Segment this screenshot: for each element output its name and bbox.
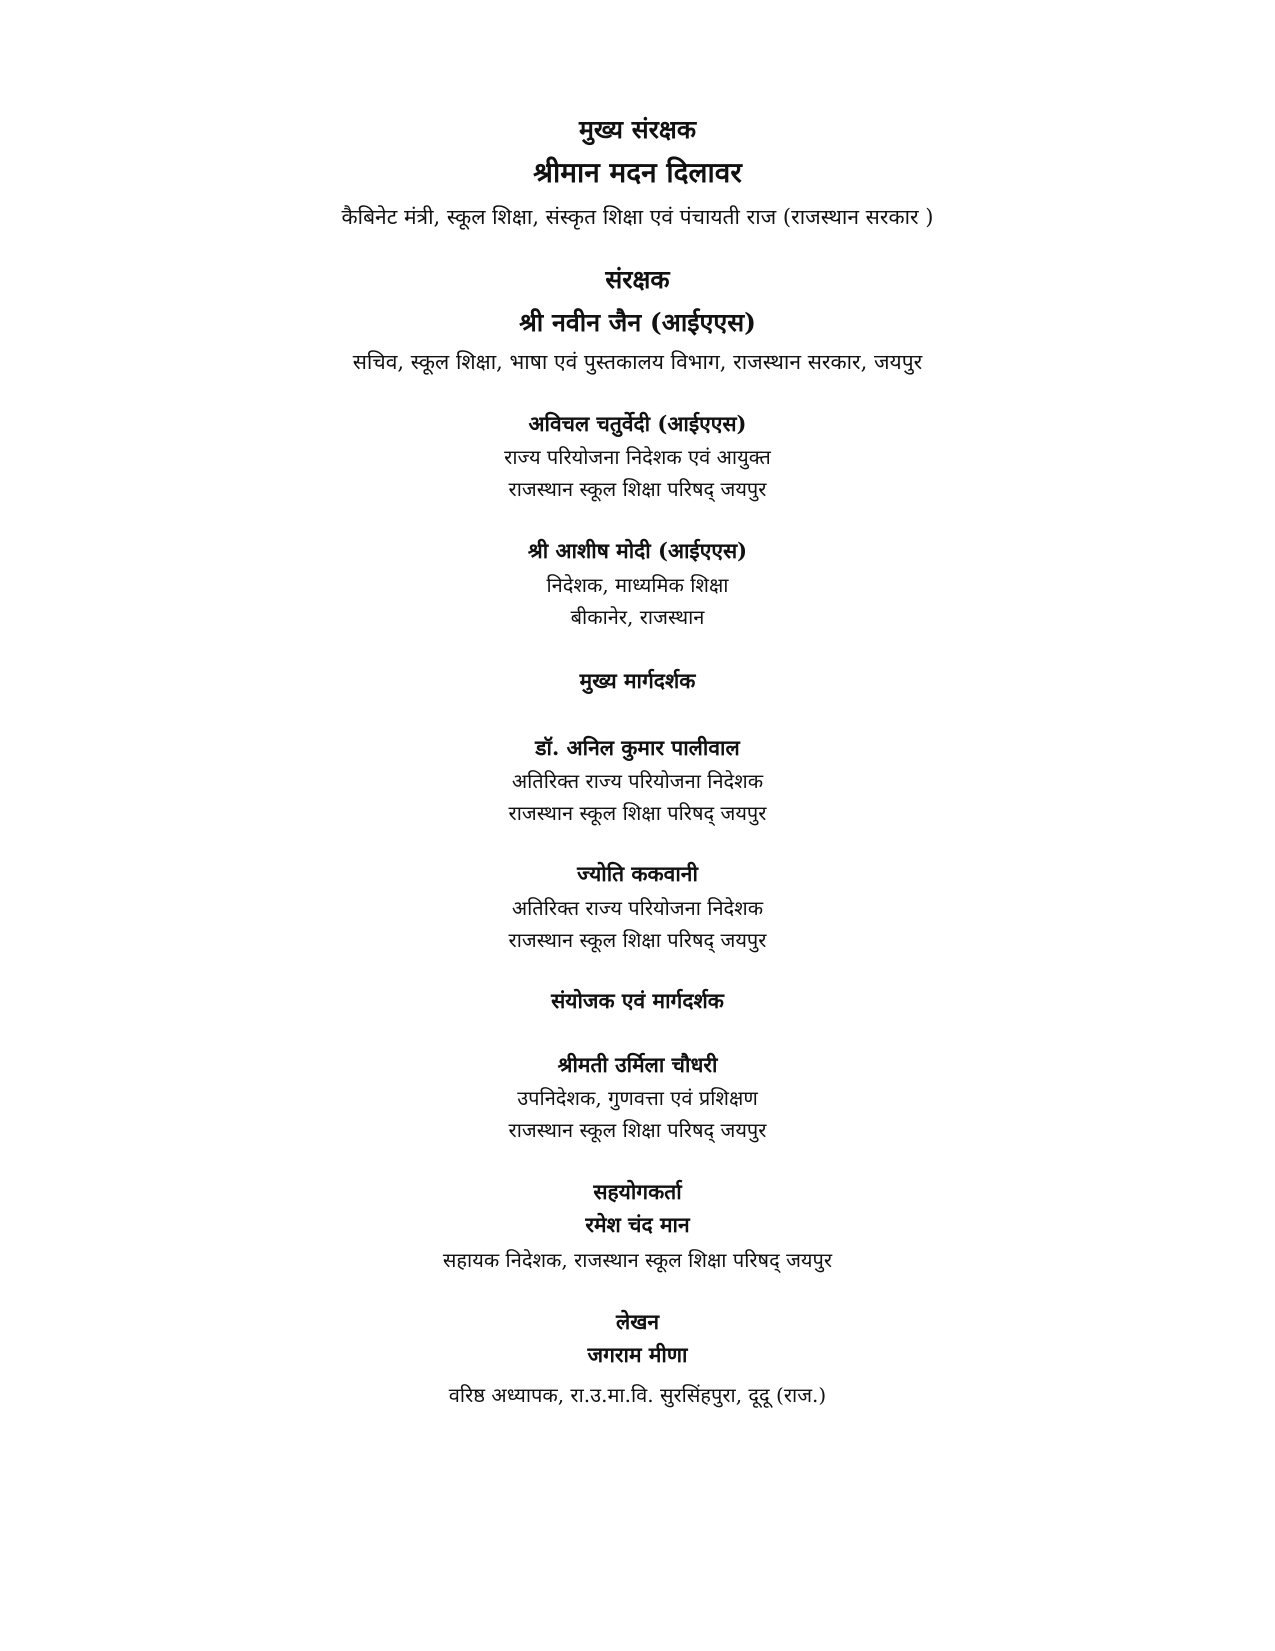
collaborator-heading: सहयोगकर्ता	[593, 1179, 682, 1204]
chief-patron-name: श्रीमान मदन दिलावर	[533, 156, 742, 189]
chief-patron-designation: कैबिनेट मंत्री, स्कूल शिक्षा, संस्कृत शिक्षा एवं पंचायती राज (राजस्थान सरकार )	[341, 205, 934, 229]
chief-guide-2-line1: अतिरिक्त राज्य परियोजना निदेशक	[511, 896, 764, 920]
chief-guide-1-line2: राजस्थान स्कूल शिक्षा परिषद् जयपुर	[508, 801, 767, 825]
official-1-name: अविचल चतुर्वेदी (आईएएस)	[528, 411, 747, 436]
coordinator-heading: संयोजक एवं मार्गदर्शक	[551, 988, 724, 1013]
chief-guides-heading: मुख्य मार्गदर्शक	[579, 668, 696, 693]
official-1-line2: राजस्थान स्कूल शिक्षा परिषद् जयपुर	[508, 477, 767, 501]
official-2-line1: निदेशक, माध्यमिक शिक्षा	[546, 573, 729, 597]
chief-guide-1-name: डॉ. अनिल कुमार पालीवाल	[535, 735, 740, 760]
chief-patron-heading: मुख्य संरक्षक	[578, 115, 697, 144]
official-2-line2: बीकानेर, राजस्थान	[570, 605, 705, 629]
chief-guide-2-line2: राजस्थान स्कूल शिक्षा परिषद् जयपुर	[508, 928, 767, 952]
coordinator-name: श्रीमती उर्मिला चौधरी	[557, 1052, 718, 1077]
writing-designation: वरिष्ठ अध्यापक, रा.उ.मा.वि. सुरसिंहपुरा, दूदू (राज.)	[448, 1383, 827, 1407]
collaborator-designation: सहायक निदेशक, राजस्थान स्कूल शिक्षा परिषद् जयपुर	[442, 1248, 833, 1272]
writing-heading: लेखन	[615, 1309, 660, 1334]
collaborator-name: रमेश चंद मान	[585, 1212, 690, 1237]
chief-guide-2-name: ज्योति ककवानी	[577, 861, 698, 886]
chief-guide-1-line1: अतिरिक्त राज्य परियोजना निदेशक	[511, 769, 764, 793]
patron-name: श्री नवीन जैन (आईएएस)	[519, 308, 756, 337]
patron-heading: संरक्षक	[605, 265, 670, 294]
official-1-line1: राज्य परियोजना निदेशक एवं आयुक्त	[504, 445, 771, 469]
coordinator-line2: राजस्थान स्कूल शिक्षा परिषद् जयपुर	[508, 1118, 767, 1142]
official-2-name: श्री आशीष मोदी (आईएएस)	[527, 538, 748, 563]
writing-name: जगराम मीणा	[587, 1342, 688, 1367]
patron-designation: सचिव, स्कूल शिक्षा, भाषा एवं पुस्तकालय विभाग, राजस्थान सरकार, जयपुर	[352, 350, 923, 374]
coordinator-line1: उपनिदेशक, गुणवत्ता एवं प्रशिक्षण	[517, 1086, 758, 1110]
